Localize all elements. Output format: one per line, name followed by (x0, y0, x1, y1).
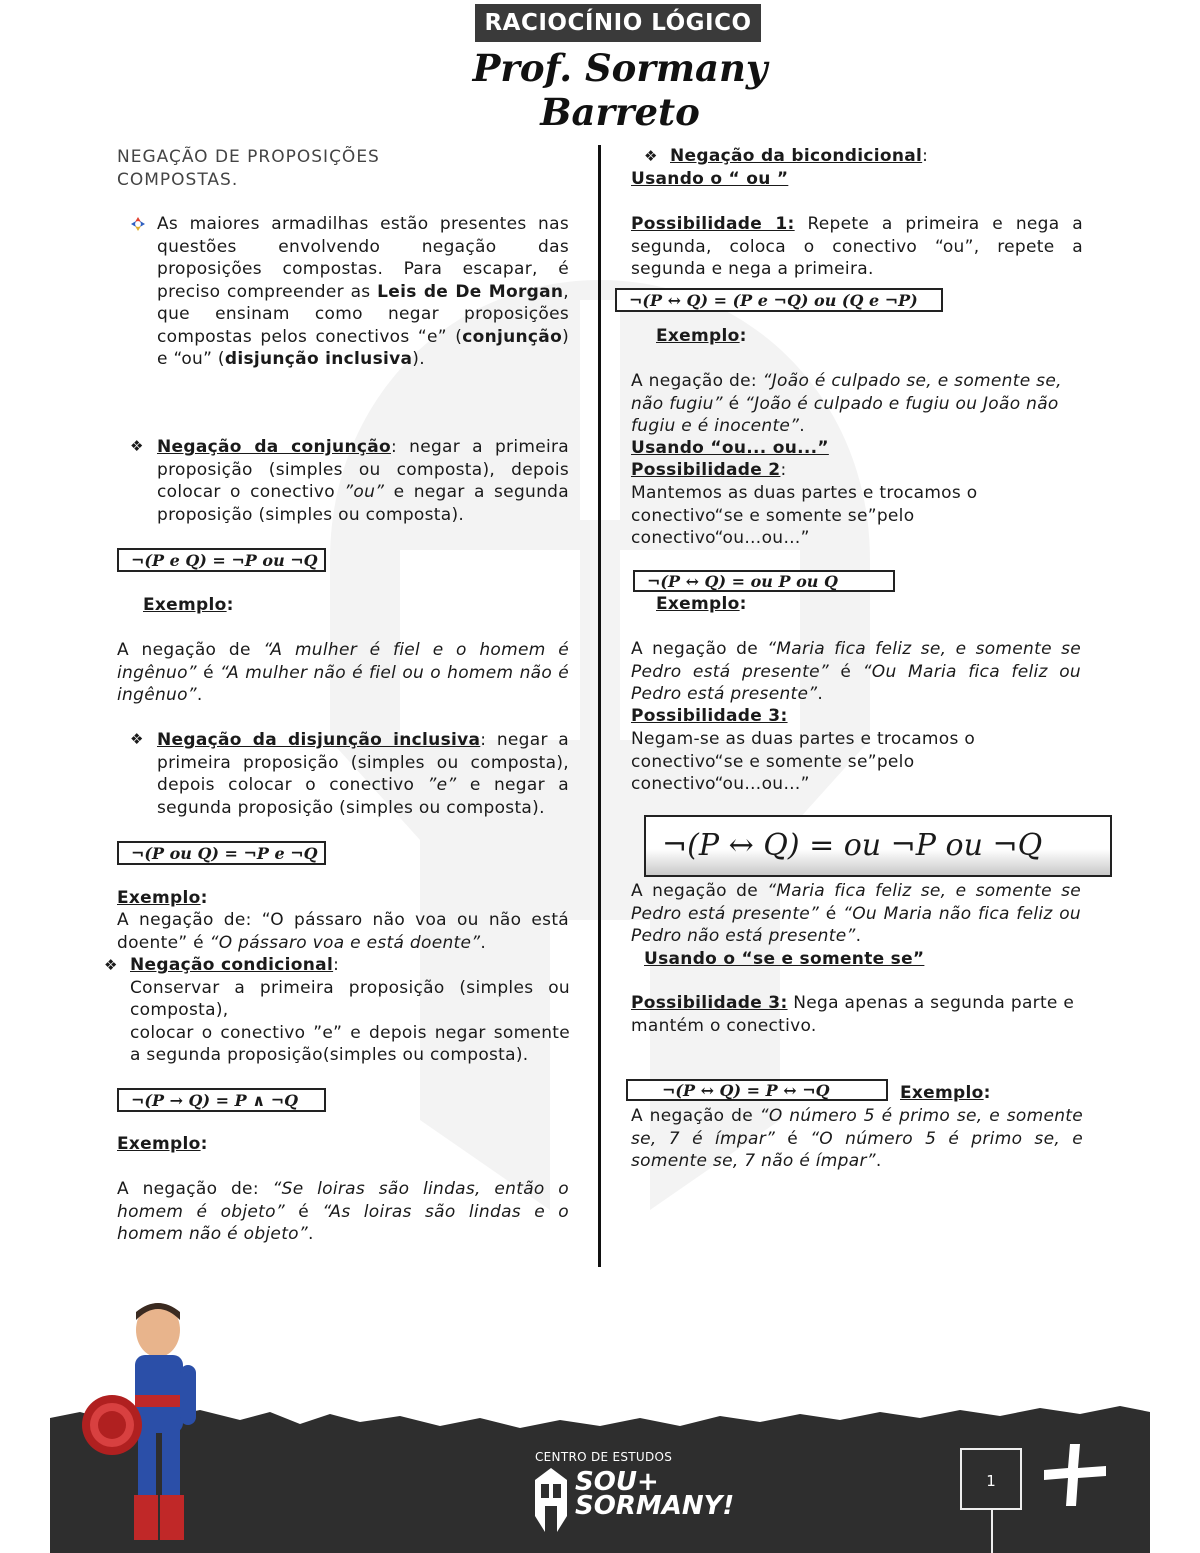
conj-paragraph (157, 436, 569, 526)
formula-bicond-1: ¬(P ↔ Q) = (P e ¬Q) ou (Q e ¬P) (615, 288, 943, 312)
disj-example-label: Exemplo: (117, 888, 208, 908)
formula-bicond-3: ¬(P ↔ Q) = ou ¬P ou ¬Q (644, 815, 1112, 877)
ex3-q1: “Maria fica feliz se, e somente se Pedro está presente” (631, 881, 1081, 924)
de-morgan-term: Leis de De Morgan (377, 281, 564, 302)
using-sss-heading: Usando o “se e somente se” (644, 949, 925, 969)
ex1-label-text: Exemplo (656, 326, 740, 346)
footer-logo-line2: SORMANY! (575, 1491, 735, 1521)
disj-example-q: “O pássaro voa e está doente” (209, 932, 481, 953)
poss2-text: Mantemos as duas partes e trocamos o conectivo“se e somente se”pelo conectivo“ou…ou…” (631, 483, 978, 548)
ex3-p1: A negação de (631, 881, 768, 901)
diamond-bullet-icon: ❖ (130, 437, 144, 455)
disj-example-p1: A negação de: “O pássaro não voa ou não está doente” é (117, 910, 569, 953)
ex4-p2: é (775, 1128, 811, 1149)
ex3-end: . (855, 926, 862, 946)
poss3b-paragraph (631, 992, 1083, 1037)
poss3b-label: Possibilidade 3: (631, 993, 788, 1013)
conj-example-label: Exemplo: (143, 595, 234, 615)
ex4-label-text: Exemplo (900, 1083, 984, 1103)
mascot-illustration (80, 1300, 220, 1550)
intro-text-1: As maiores armadilhas estão presentes nas questões envolvendo negação das proposições compostas. Para escapar, é preciso compreender as (157, 214, 569, 302)
ex1-end: . (799, 416, 806, 436)
ex3-text (631, 880, 1081, 948)
section-title-line2: COMPOSTAS. (117, 169, 239, 190)
ex2-label-text: Exemplo (656, 594, 740, 614)
ex2-q1: “Maria fica feliz se, e somente se Pedro está presente” (631, 639, 1081, 682)
disj-example-end: . (480, 932, 487, 953)
disj-text: : negar a primeira proposição (simples ou composta), depois colocar o conectivo (157, 730, 569, 795)
ex2-text (631, 638, 1081, 706)
cond-example-text (117, 1178, 569, 1246)
column-divider (598, 145, 601, 1267)
conj-example-q2: “A mulher não é fiel ou o homem não é ingênuo” (117, 662, 569, 705)
disj-example-label-text: Exemplo (117, 888, 201, 908)
conj-heading: Negação da conjunção (157, 437, 391, 457)
ex1-p1: A negação de: (631, 371, 763, 391)
ex1-p2: é (722, 393, 746, 414)
poss1-text: Repete a primeira e nega a segunda, coloca o conectivo “ou”, repete a segunda e nega a primeira. (631, 214, 1083, 279)
footer-logo-text (575, 1467, 735, 1521)
ex3-q2: “Ou Maria não fica feliz ou Pedro não está presente” (631, 903, 1081, 946)
formula-conj: ¬(P e Q) = ¬P ou ¬Q (117, 548, 326, 572)
intro-paragraph (157, 213, 569, 371)
conjuncao-term: conjunção (462, 326, 563, 347)
footer-logo-line1: SOU+ (575, 1467, 659, 1497)
section-title (117, 146, 417, 191)
ex4-label: Exemplo: (900, 1083, 991, 1103)
conj-example-text (117, 639, 569, 707)
plus-brush-icon (1040, 1440, 1110, 1510)
poss2-label: Possibilidade 2 (631, 460, 781, 480)
ex1-q2: “João é culpado e fugiu ou João não fugiu e é inocente” (631, 393, 1059, 436)
cond-example-label-text: Exemplo (117, 1134, 201, 1154)
cond-block: Negação condicional: Conservar a primeira proposição (simples ou composta), colocar o conectivo ”e” e depois negar somente a segunda proposição(simples ou composta). (130, 955, 570, 1065)
ex1-text (631, 370, 1086, 438)
cond-line2: colocar o conectivo ”e” e depois negar somente a segunda proposição(simples ou composta). (130, 1022, 570, 1065)
ex2-q2: “Ou Maria fica feliz ou Pedro está presente” (631, 661, 1081, 704)
ex2-p1: A negação de (631, 639, 768, 659)
poss3a-label: Possibilidade 3: (631, 706, 788, 726)
conj-example-p1: A negação de (117, 640, 264, 660)
ex2-p2: é (828, 661, 863, 682)
page-number: 1 (960, 1448, 1022, 1510)
author-name: Prof. Sormany Barreto (472, 46, 768, 134)
poss3a-text: Negam-se as duas partes e trocamos o conectivo“se e somente se”pelo conectivo“ou…ou…” (631, 729, 976, 794)
cond-example-q2: “As loiras são lindas e o homem não é objeto” (117, 1201, 569, 1244)
ex4-end: . (875, 1151, 882, 1171)
disj-text-2: e negar a segunda proposição (simples ou composta). (157, 775, 569, 818)
conj-example-end: . (196, 685, 203, 705)
conj-connective: ”ou” (344, 482, 385, 502)
cond-example-q1: “Se loiras são lindas, então o homem é objeto” (117, 1179, 569, 1222)
intro-text-3: ) e “ou” ( (157, 326, 569, 369)
bullet-arrow-icon (130, 216, 146, 232)
disj-paragraph (157, 729, 569, 819)
helmet-logo-icon (533, 1466, 569, 1534)
ex4-q2: “O número 5 é primo se, e somente se, 7 não é ímpar” (631, 1128, 1083, 1171)
conj-example-p2: é (196, 662, 221, 683)
diamond-bullet-icon: ❖ (104, 956, 118, 974)
intro-text-2: , que ensinam como negar proposições compostas pelos conectivos “e” ( (157, 281, 569, 347)
poss2-label-line: Possibilidade 2: (631, 460, 787, 480)
poss1-paragraph (631, 213, 1083, 281)
section-title-line1: NEGAÇÃO DE PROPOSIÇÕES (117, 147, 380, 167)
conj-example-label-text: Exemplo (143, 595, 227, 615)
ex4-p1: A negação de (631, 1106, 760, 1126)
intro-text-4: ). (412, 349, 425, 369)
disj-heading: Negação da disjunção inclusiva (157, 730, 481, 750)
formula-bicond-2: ¬(P ↔ Q) = ou P ou Q (633, 570, 895, 592)
conj-text: : negar a primeira proposição (simples ou composta), depois colocar o conectivo (157, 437, 569, 502)
ex2-label: Exemplo: (656, 594, 747, 614)
ex1-label: Exemplo: (656, 326, 747, 346)
disj-example-text (117, 909, 569, 954)
conj-text-2: e negar a segunda proposição (simples ou composta). (157, 482, 569, 525)
cond-heading: Negação condicional (130, 955, 334, 975)
diamond-bullet-icon: ❖ (130, 730, 144, 748)
footer-center-label: CENTRO DE ESTUDOS (535, 1450, 673, 1464)
formula-bicond-4: ¬(P ↔ Q) = P ↔ ¬Q (626, 1079, 888, 1101)
header-badge: RACIOCÍNIO LÓGICO (475, 4, 761, 42)
bicond-heading: Negação da bicondicional (670, 146, 923, 166)
cond-example-end: . (307, 1224, 314, 1244)
cond-example-p2: é (284, 1201, 323, 1222)
bicond-heading-line: Negação da bicondicional: (670, 146, 929, 166)
ex2-end: . (817, 684, 824, 704)
poss1-label: Possibilidade 1: (631, 214, 795, 234)
page-number-stem (991, 1510, 993, 1553)
using-ou-heading: Usando o “ ou ” (631, 169, 789, 189)
diamond-bullet-icon: ❖ (644, 147, 658, 165)
using-ouou-heading: Usando “ou... ou...” (631, 438, 829, 458)
ex1-q1: “João é culpado se, e somente se, não fugiu” (631, 371, 1062, 414)
ex4-text (631, 1105, 1083, 1173)
conj-example-q1: “A mulher é fiel e o homem é ingênuo” (117, 640, 569, 683)
formula-disj: ¬(P ou Q) = ¬P e ¬Q (117, 841, 326, 865)
disj-connective: ”e” (427, 775, 457, 795)
formula-cond: ¬(P → Q) = P ∧ ¬Q (117, 1088, 326, 1112)
cond-example-p1: A negação de: (117, 1179, 273, 1199)
cond-line1: Conservar a primeira proposição (simples ou composta), (130, 977, 570, 1020)
cond-example-label: Exemplo: (117, 1134, 208, 1154)
disjuncao-term: disjunção inclusiva (224, 349, 413, 369)
poss3b-text: Nega apenas a segunda parte e mantém o conectivo. (631, 993, 1075, 1036)
ex4-q1: “O número 5 é primo se, e somente se, 7 é ímpar” (631, 1106, 1083, 1149)
ex3-p2: é (819, 903, 844, 924)
